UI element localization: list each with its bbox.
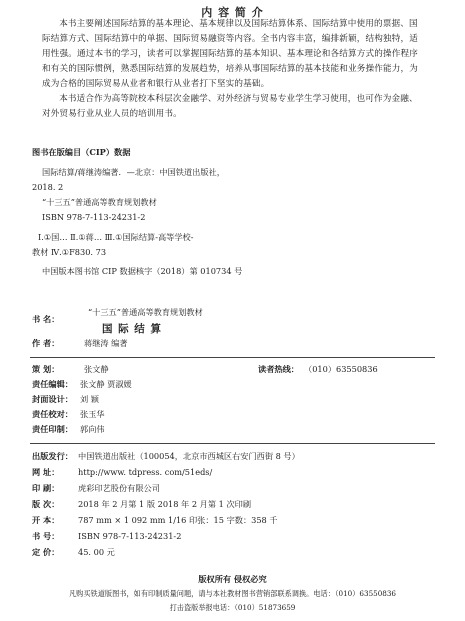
- series-name: “十三五”普通高等教育规划教材: [88, 307, 203, 317]
- editor-label: 责任编辑：: [32, 379, 73, 389]
- rights-notice: 版权所有 侵权必究: [198, 574, 267, 584]
- website-label: 网 址：: [32, 467, 60, 477]
- hotline-label: 读者热线：: [258, 364, 299, 374]
- edition-value: 2018 年 2 月第 1 版 2018 年 2 月第 1 次印刷: [78, 499, 252, 509]
- printing-label: 责任印制：: [32, 424, 73, 434]
- hotline-number: （010）63550836: [304, 364, 378, 374]
- printer-value: 虎彩印艺股份有限公司: [78, 483, 160, 493]
- proofread-name: 张玉华: [80, 409, 105, 419]
- format-label: 开 本：: [32, 515, 60, 525]
- footer-line-2: 打击盗版举报电话：（010）51873659: [169, 603, 296, 612]
- price-label: 定 价：: [32, 547, 60, 557]
- edition-label: 版 次：: [32, 499, 60, 509]
- printer-label: 印 刷：: [32, 483, 60, 493]
- cip-line-7: 中国版本图书馆 CIP 数据核字（2018）第 010734 号: [42, 266, 243, 276]
- isbn-value: ISBN 978-7-113-24231-2: [78, 531, 182, 541]
- planning-name: 张文静: [84, 364, 109, 374]
- proofread-label: 责任校对：: [32, 409, 73, 419]
- cip-line-6: 教材 Ⅳ.①F830. 73: [32, 247, 107, 257]
- intro-body: [42, 17, 422, 122]
- author-label: 作 者：: [32, 338, 60, 348]
- cip-line-5: Ⅰ.①国… Ⅱ.①蒋… Ⅲ.①国际结算-高等学校-: [38, 232, 194, 242]
- editor-names: 张文静 贾淑媛: [80, 379, 132, 389]
- cip-line-2: 2018. 2: [32, 182, 64, 192]
- price-value: 45. 00 元: [78, 547, 115, 557]
- cip-line-3: “十三五”普通高等教育规划教材: [42, 197, 157, 207]
- isbn-label: 书 号：: [32, 531, 60, 541]
- divider-1: [30, 357, 435, 358]
- format-value: 787 mm × 1 092 mm 1/16 印张：15 字数：358 千: [78, 515, 278, 525]
- title-label: 书 名：: [32, 314, 60, 324]
- footer-line-1: 凡购买铁道版图书，如有印制质量问题，请与本社教材图书营销部联系调换。电话：（010）63550836: [68, 589, 397, 598]
- cover-design-name: 刘 颖: [80, 394, 99, 404]
- cover-design-label: 封面设计：: [32, 394, 73, 404]
- publisher-value: 中国铁道出版社（100054，北京市西城区右安门西街 8 号）: [78, 451, 300, 461]
- cip-line-1: 国际结算/蒋继涛编著．—北京：中国铁道出版社，: [42, 167, 225, 177]
- cip-line-4: ISBN 978-7-113-24231-2: [42, 212, 146, 222]
- planning-label: 策 划：: [32, 364, 60, 374]
- intro-title: 内 容 简 介: [201, 6, 264, 19]
- author-name: 蒋继涛 编著: [84, 338, 128, 348]
- publisher-label: 出版发行：: [32, 451, 73, 461]
- intro-paragraph-1: 本书主要阐述国际结算的基本理论、基本规律以及国际结算体系、国际结算中使用的票据、国际结算方式、国际结算中的单据、国际贸易融资等内容。全书内容丰富，编排新颖，结构独特，适用性强。通过本书的学习，读者可以掌握国际结算的基本知识、基本理论和各结算方式的操作程序和有关的国际惯例，熟悉国际结算的发展趋势，培养从事国际结算的基本技能和业务操作能力，为成为合格的国际贸易从业者和银行从业者打下坚实的基础。: [42, 19, 418, 89]
- printing-name: 郭向伟: [80, 424, 105, 434]
- intro-paragraph-2: 本书适合作为高等院校本科层次金融学、对外经济与贸易专业学生学习使用，也可作为金融、对外贸易行业从业人员的培训用书。: [42, 94, 418, 119]
- divider-2: [30, 443, 435, 444]
- cip-heading: 图书在版编目（CIP）数据: [32, 147, 131, 157]
- website-value: http://www. tdpress. com/51eds/: [78, 467, 213, 477]
- book-title: 国 际 结 算: [102, 323, 162, 335]
